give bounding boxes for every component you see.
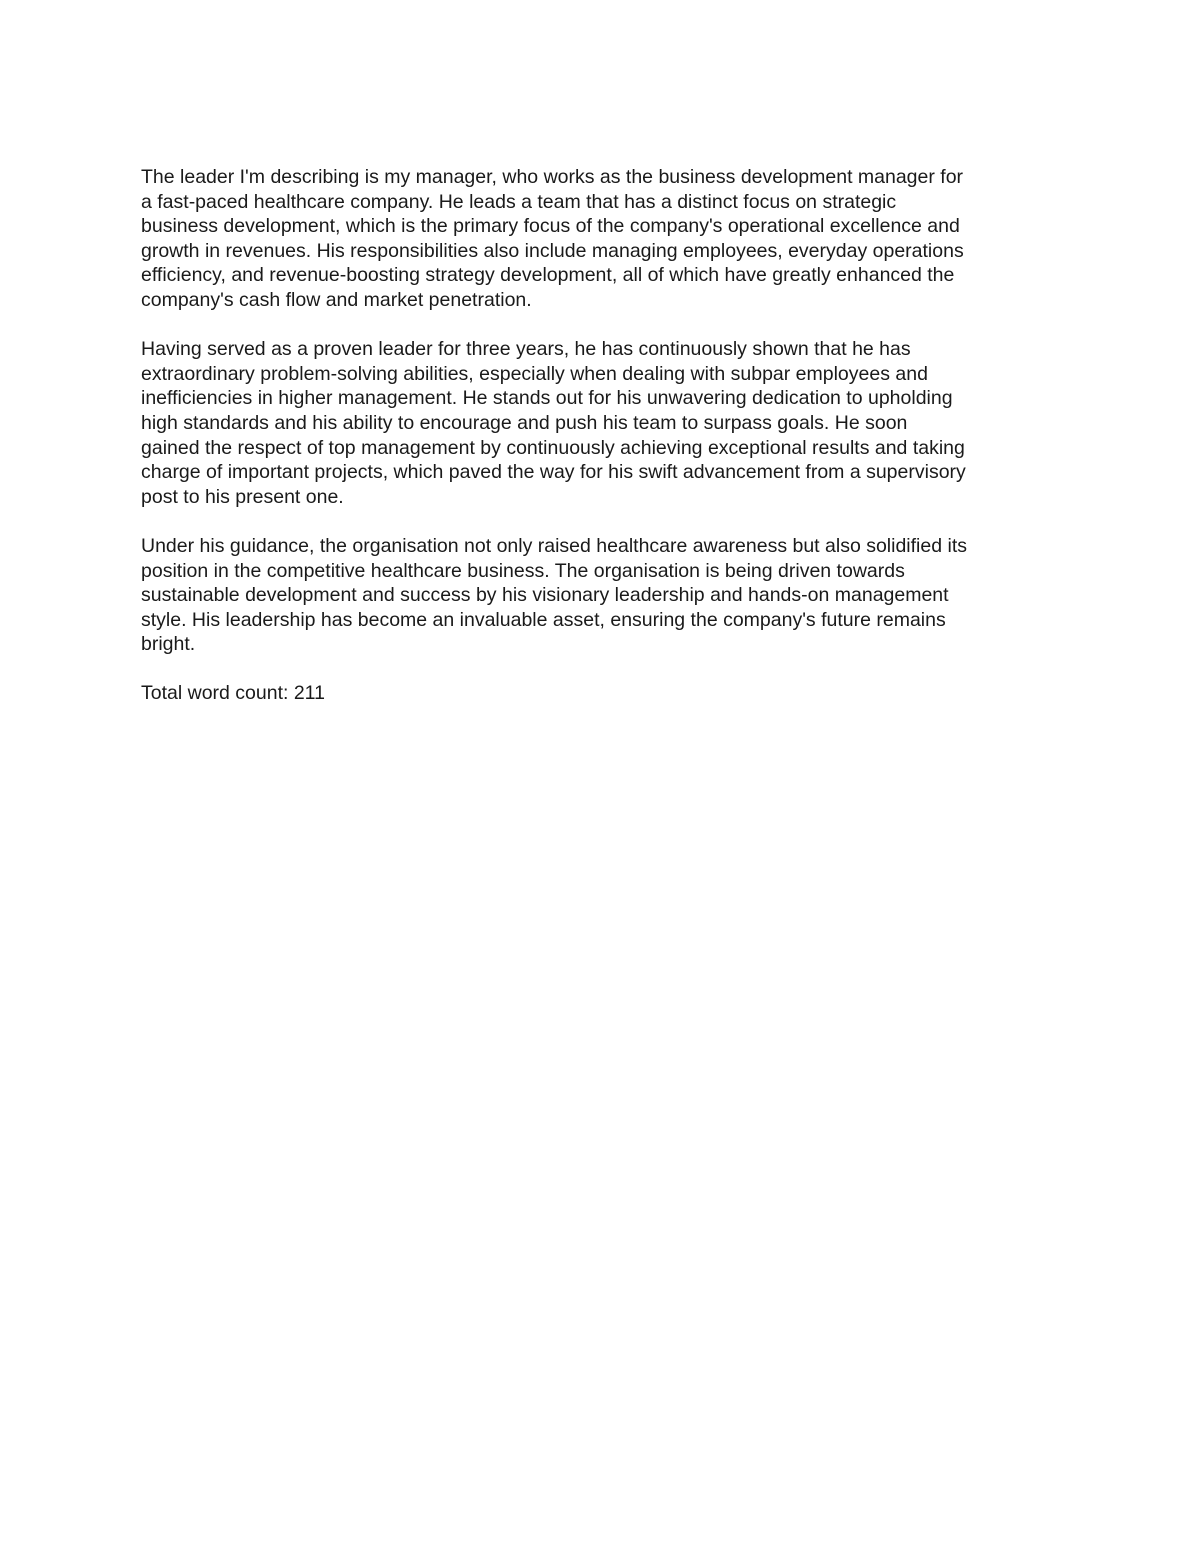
document-body: [141, 165, 1061, 731]
paragraph-2: Having served as a proven leader for three years, he has continuously shown that he has extraordinary problem-solving abilities, especially when dealing with subpar employees and inefficiencies in higher management. He stands out for his unwavering dedication to upholding high standards and his ability to encourage and push his team to surpass goals. He soon gained the respect of top management by continuously achieving exceptional results and taking charge of important projects, which paved the way for his swift advancement from a supervisory post to his present one.: [141, 338, 966, 508]
paragraph-3: Under his guidance, the organisation not only raised healthcare awareness but also solidified its position in the competitive healthcare business. The organisation is being driven towards sustainable development and success by his visionary leadership and hands-on management style. His leadership has become an invaluable asset, ensuring the company's future remains bright.: [141, 534, 967, 656]
paragraph-1: The leader I'm describing is my manager, who works as the business development manager for a fast-paced healthcare company. He leads a team that has a distinct focus on strategic business development, which is the primary focus of the company's operational excellence and growth in revenues. His responsibilities also include managing employees, everyday operations efficiency, and revenue-boosting strategy development, all of which have greatly enhanced the company's cash flow and market penetration.: [141, 166, 964, 311]
word-count: Total word count: 211: [141, 682, 325, 705]
